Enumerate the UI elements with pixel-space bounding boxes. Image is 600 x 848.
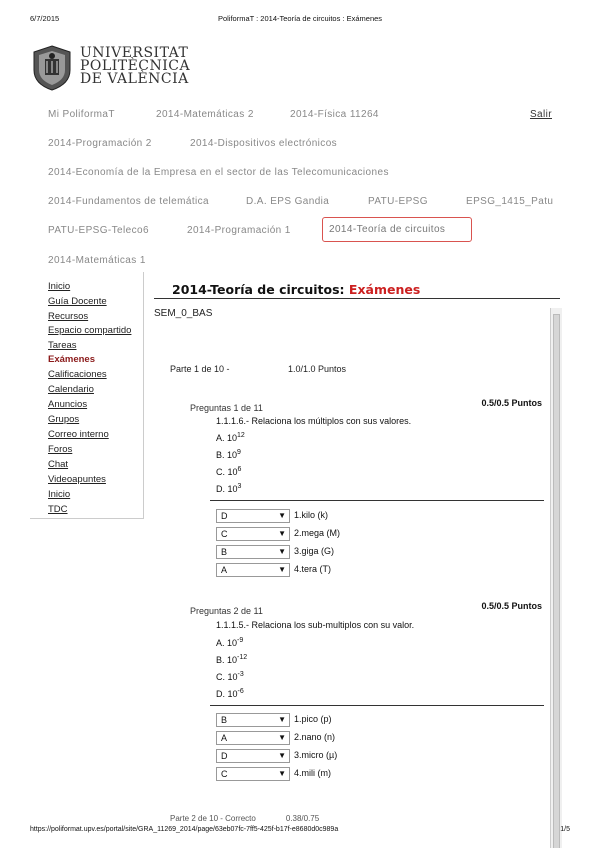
part-2-label: Parte 2 de 10 - Correcto [170,814,256,823]
dropdown-arrow-icon: ▼ [278,769,286,778]
tool-foros[interactable]: Foros [48,444,73,455]
site-tab-patu-teleco6[interactable]: PATU-EPSG-Teleco6 [48,225,149,236]
part-2-points: 0.38/0.75 [285,814,320,823]
match-label: 1.kilo (k) [294,510,329,520]
tool-videoapuntes[interactable]: Videoapuntes [48,474,106,485]
answer-select[interactable]: C ▼ [216,527,290,541]
dropdown-arrow-icon: ▼ [278,565,286,574]
match-label: 3.micro (µ) [294,750,338,760]
title-divider [154,298,560,299]
part-1-header [170,364,347,374]
page-title [172,282,420,297]
question-1-option-d: D. $10^3$ [216,483,242,494]
logo-line-3: DE VALÈNCIA [80,71,189,87]
dropdown-arrow-icon: ▼ [278,715,286,724]
match-label: 4.mili (m) [294,768,331,778]
answer-select[interactable]: A ▼ [216,563,290,577]
tool-correo-interno[interactable]: Correo interno [48,429,109,440]
tool-inicio-2[interactable]: Inicio [48,489,71,500]
dropdown-arrow-icon: ▼ [278,751,286,760]
answer-select[interactable]: B ▼ [216,713,290,727]
question-1-option-b: B. $10^9$ [216,449,241,460]
site-tab-dispositivos[interactable]: 2014-Dispositivos electrónicos [190,138,338,149]
question-1-match-4 [216,563,436,577]
site-tab-matematicas-2[interactable]: 2014-Matemáticas 2 [156,109,254,120]
logo-line-2: POLITÈCNICA [80,58,191,74]
question-2-header: Preguntas 2 de 11 [190,606,263,616]
match-label: 3.giga (G) [294,546,335,556]
page-title-site: 2014-Teoría de circuitos: [172,282,349,297]
tool-guia-docente[interactable]: Guía Docente [48,296,107,307]
part-1-points: 1.0/1.0 Puntos [288,364,347,374]
question-2-match-3 [216,749,436,763]
upv-logo[interactable] [30,44,230,94]
tool-menu [30,272,144,519]
dropdown-arrow-icon: ▼ [278,511,286,520]
tool-anuncios[interactable]: Anuncios [48,399,88,410]
question-1-match-3 [216,545,436,559]
tool-recursos[interactable]: Recursos [48,311,89,322]
tool-espacio-compartido[interactable]: Espacio compartido [48,325,132,336]
site-tab-economia[interactable]: 2014-Economía de la Empresa en el sector de las Telecomunicaciones [48,167,389,178]
dropdown-arrow-icon: ▼ [278,547,286,556]
question-2-option-b: B. $10^{-12}$ [216,654,248,665]
answer-select[interactable]: C ▼ [216,767,290,781]
match-label: 2.nano (n) [294,732,336,742]
question-2-option-a: A. $10^{-9}$ [216,637,244,648]
print-header [30,14,570,26]
answer-select[interactable]: D ▼ [216,749,290,763]
tool-calendario[interactable]: Calendario [48,384,94,395]
tool-chat[interactable]: Chat [48,459,69,470]
match-label: 2.mega (M) [294,528,341,538]
dropdown-arrow-icon: ▼ [278,733,286,742]
tool-tareas[interactable]: Tareas [48,340,77,351]
question-1-points: 0.5/0.5 Puntos [481,398,542,408]
part-2-header [170,814,349,823]
print-page-number: 1/5 [560,826,570,833]
page-title-tool: Exámenes [348,282,421,297]
site-tab-fisica[interactable]: 2014-Física 11264 [290,109,379,120]
question-1-match-1 [216,509,436,523]
question-2-divider [210,705,544,706]
question-2-option-c: C. $10^{-3}$ [216,671,244,682]
tool-tdc[interactable]: TDC [48,504,68,515]
question-2-points: 0.5/0.5 Puntos [481,601,542,611]
site-tab-patu-epsg[interactable]: PATU-EPSG [368,196,428,207]
section-name: SEM_0_BAS [154,308,213,319]
logout-link[interactable]: Salir [529,109,552,120]
match-label: 4.tera (T) [294,564,332,574]
university-seal-icon [30,44,74,92]
question-2-match-4 [216,767,436,781]
tool-examenes[interactable]: Exámenes [48,354,96,365]
site-tab-epsg-patu[interactable]: EPSG_1415_Patu [466,196,554,207]
site-tab-mi-poliformat[interactable]: Mi PoliformaT [48,109,115,120]
logo-line-1: UNIVERSITAT [80,45,189,61]
tool-inicio[interactable]: Inicio [48,281,71,292]
tool-grupos[interactable]: Grupos [48,414,80,425]
question-1-option-a: A. $10^{12}$ [216,432,245,443]
part-1-label: Parte 1 de 10 - [170,364,230,374]
question-1-match-2 [216,527,436,541]
site-tab-programacion-1[interactable]: 2014-Programación 1 [187,225,291,236]
question-1-divider [210,500,544,501]
answer-select[interactable]: A ▼ [216,731,290,745]
answer-select[interactable]: D ▼ [216,509,290,523]
print-title: PoliformaT : 2014-Teoría de circuitos : Exámenes [217,14,383,23]
question-2-text: 1.1.1.5.- Relaciona los sub-multiplos con su valor. [216,620,415,630]
scrollbar-thumb[interactable] [553,314,560,848]
tool-calificaciones[interactable]: Calificaciones [48,369,107,380]
answer-select[interactable]: B ▼ [216,545,290,559]
site-tab-matematicas-1[interactable]: 2014-Matemáticas 1 [48,255,146,266]
question-1-option-c: C. $10^6$ [216,466,242,477]
site-tab-programacion-2[interactable]: 2014-Programación 2 [48,138,152,149]
print-date: 6/7/2015 [30,14,60,23]
print-url: https://poliformat.upv.es/portal/site/GRA_11269_2014/page/63eb07fc-7ff5-425f-b17f-e8680d0c989a [30,826,339,833]
question-2-match-2 [216,731,436,745]
content-scrollbar[interactable] [550,308,562,848]
match-label: 1.pico (p) [294,714,332,724]
question-1-text: 1.1.1.6.- Relaciona los múltiplos con sus valores. [216,416,412,426]
dropdown-arrow-icon: ▼ [278,529,286,538]
question-2-match-1 [216,713,436,727]
question-2-option-d: D. $10^{-6}$ [216,688,244,699]
site-tab-fundamentos[interactable]: 2014-Fundamentos de telemática [48,196,209,207]
question-1-header: Preguntas 1 de 11 [190,403,263,413]
site-tab-teoria-circuitos[interactable]: 2014-Teoría de circuitos [322,217,472,242]
site-tab-da-eps[interactable]: D.A. EPS Gandia [246,196,330,207]
